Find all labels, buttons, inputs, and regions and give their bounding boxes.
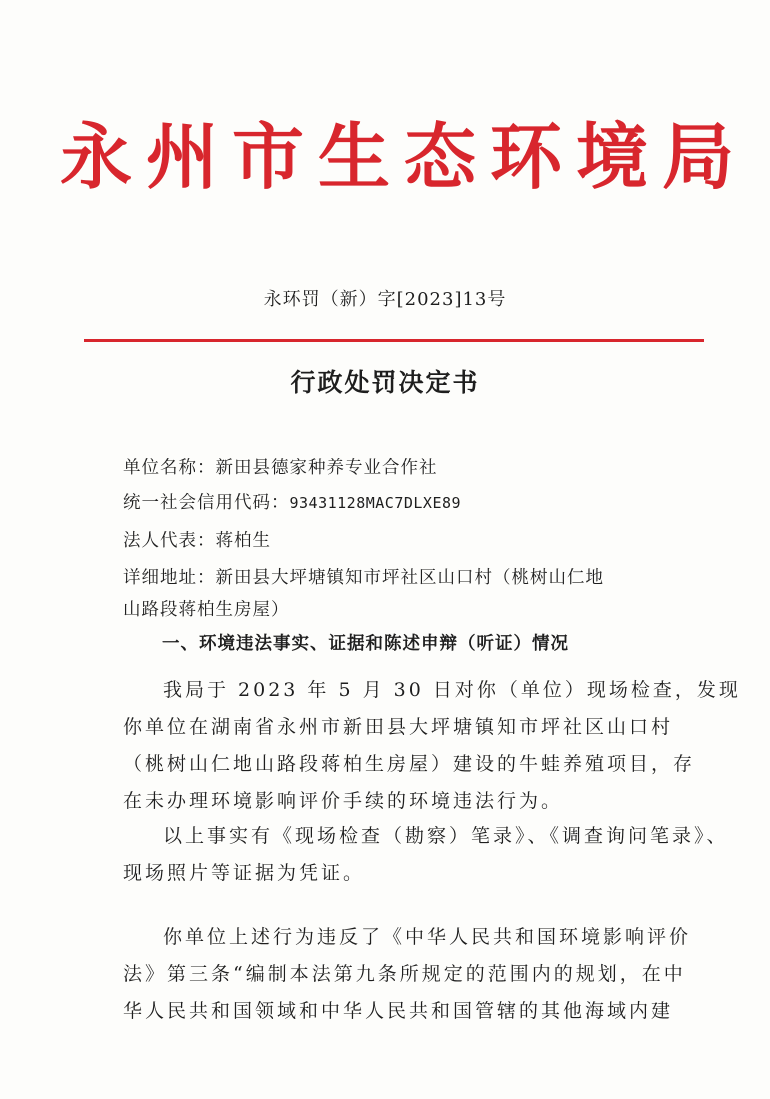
paragraph-evidence	[123, 818, 729, 892]
red-divider-line	[84, 339, 704, 342]
paragraph-line: 在未办理环境影响评价手续的环境违法行为。	[123, 790, 564, 812]
agency-name: 永州市生态环境局	[60, 114, 749, 199]
address-field	[123, 565, 604, 591]
document-number: 永环罚（新）字[2023]13号	[263, 289, 507, 310]
paragraph-line: 法》第三条“编制本法第九条所规定的范围内的规划，在中	[123, 963, 686, 985]
credit-code-field	[123, 490, 461, 516]
paragraph-line: 以上事实有《现场检查（勘察）笔录》、《调查询问笔录》、	[163, 825, 729, 847]
paragraph-line: 我局于 2023 年 5 月 30 日对你（单位）现场检查，发现	[163, 679, 741, 701]
paragraph-facts	[123, 672, 741, 820]
paragraph-line: 你单位在湖南省永州市新田县大坪塘镇知市坪社区山口村	[123, 716, 674, 738]
paragraph-violation	[123, 919, 692, 1030]
paragraph-line: 你单位上述行为违反了《中华人民共和国环境影响评价	[163, 926, 692, 948]
paragraph-line: （桃树山仁地山路段蒋柏生房屋）建设的牛蛙养殖项目，存	[123, 753, 696, 775]
address-value-line2: 山路段蒋柏生房屋）	[123, 600, 290, 620]
unit-name-field	[123, 455, 438, 481]
paragraph-line: 现场照片等证据为凭证。	[123, 862, 366, 884]
address-label: 详细地址：	[123, 568, 216, 588]
unit-name-label: 单位名称：	[123, 458, 216, 478]
document-title: 行政处罚决定书	[290, 368, 480, 397]
address-value-line1: 新田县大坪塘镇知市坪社区山口村（桃树山仁地	[215, 568, 604, 588]
unit-name-value: 新田县德家种养专业合作社	[215, 458, 438, 478]
credit-code-value: 93431128MAC7DLXE89	[289, 494, 462, 512]
legal-representative-value: 蒋柏生	[215, 531, 271, 551]
legal-representative-field	[123, 528, 271, 554]
legal-representative-label: 法人代表：	[123, 531, 216, 551]
credit-code-label: 统一社会信用代码：	[123, 493, 290, 513]
section-heading: 一、环境违法事实、证据和陈述申辩（听证）情况	[162, 634, 569, 654]
paragraph-line: 华人民共和国领域和中华人民共和国管辖的其他海域内建	[123, 1000, 674, 1022]
